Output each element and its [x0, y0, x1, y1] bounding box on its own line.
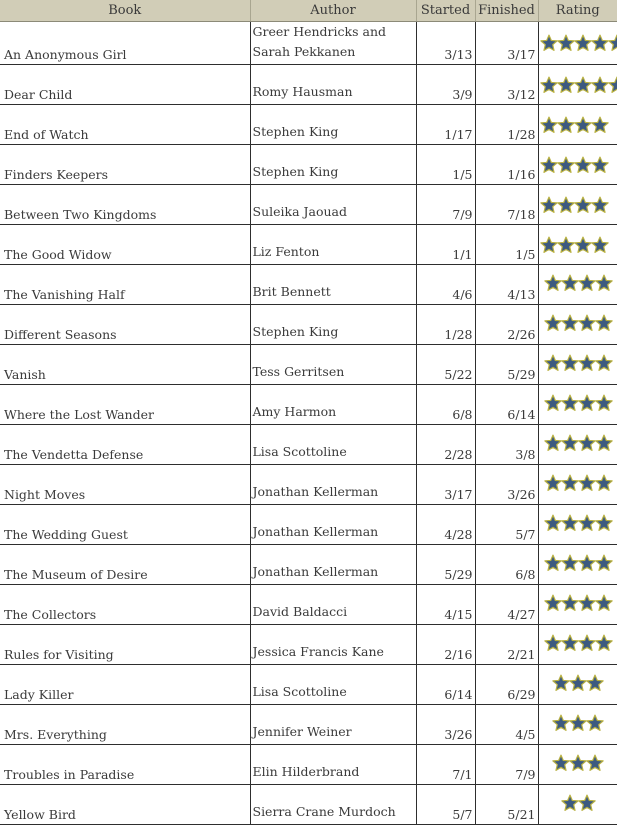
star-icon: [557, 196, 575, 214]
column-header-finished[interactable]: Finished: [475, 0, 538, 22]
star-rating: [544, 354, 612, 372]
star-icon: [552, 714, 570, 732]
star-rating: [544, 434, 612, 452]
table-row: [0, 665, 617, 705]
started-date-cell[interactable]: 6/8: [416, 385, 475, 425]
table-row: [0, 145, 617, 185]
book-title-cell[interactable]: Finders Keepers: [0, 145, 250, 185]
star-icon: [561, 594, 579, 612]
finished-date-cell[interactable]: 1/28: [475, 105, 538, 145]
column-header-author[interactable]: Author: [250, 0, 416, 22]
table-row: [0, 785, 617, 825]
star-icon: [552, 674, 570, 692]
star-icon: [586, 674, 604, 692]
star-icon: [557, 76, 575, 94]
star-icon: [574, 156, 592, 174]
star-icon: [569, 714, 587, 732]
star-icon: [578, 634, 596, 652]
started-date-cell[interactable]: 5/7: [416, 785, 475, 825]
author-cell[interactable]: Amy Harmon: [250, 385, 416, 425]
book-title-cell[interactable]: End of Watch: [0, 105, 250, 145]
star-icon: [586, 754, 604, 772]
star-icon: [578, 354, 596, 372]
rating-cell[interactable]: [538, 225, 617, 265]
star-icon: [578, 794, 596, 812]
rating-cell[interactable]: [538, 705, 617, 745]
star-icon: [574, 196, 592, 214]
table-row: [0, 585, 617, 625]
star-icon: [595, 434, 613, 452]
author-cell[interactable]: Lisa Scottoline: [250, 425, 416, 465]
author-cell[interactable]: Jessica Francis Kane: [250, 625, 416, 665]
author-cell[interactable]: Brit Bennett: [250, 265, 416, 305]
star-icon: [578, 314, 596, 332]
star-icon: [544, 434, 562, 452]
star-icon: [595, 354, 613, 372]
finished-date-cell[interactable]: 3/26: [475, 465, 538, 505]
star-icon: [544, 474, 562, 492]
table-row: [0, 305, 617, 345]
finished-date-cell[interactable]: 6/14: [475, 385, 538, 425]
star-icon: [586, 714, 604, 732]
table-row: [0, 385, 617, 425]
finished-date-cell[interactable]: 6/8: [475, 545, 538, 585]
star-icon: [574, 34, 592, 52]
star-icon: [578, 474, 596, 492]
star-icon: [595, 274, 613, 292]
star-icon: [557, 156, 575, 174]
author-cell[interactable]: Jennifer Weiner: [250, 705, 416, 745]
table-row: [0, 505, 617, 545]
rating-cell[interactable]: [538, 385, 617, 425]
star-icon: [569, 674, 587, 692]
book-title-cell[interactable]: The Museum of Desire: [0, 545, 250, 585]
table-row: [0, 545, 617, 585]
star-icon: [561, 474, 579, 492]
started-date-cell[interactable]: 4/28: [416, 505, 475, 545]
star-icon: [595, 634, 613, 652]
header-row: [0, 0, 617, 22]
star-icon: [544, 634, 562, 652]
started-date-cell[interactable]: 5/22: [416, 345, 475, 385]
rating-cell[interactable]: [538, 425, 617, 465]
started-date-cell[interactable]: 3/13: [416, 22, 475, 65]
star-icon: [544, 314, 562, 332]
started-date-cell[interactable]: 6/14: [416, 665, 475, 705]
author-cell[interactable]: Jonathan Kellerman: [250, 465, 416, 505]
book-title-cell[interactable]: Rules for Visiting: [0, 625, 250, 665]
star-icon: [561, 434, 579, 452]
star-icon: [608, 34, 618, 52]
author-cell[interactable]: Lisa Scottoline: [250, 665, 416, 705]
rating-cell[interactable]: [538, 265, 617, 305]
finished-date-cell[interactable]: 5/29: [475, 345, 538, 385]
started-date-cell[interactable]: 1/28: [416, 305, 475, 345]
star-icon: [595, 474, 613, 492]
star-icon: [557, 116, 575, 134]
table-row: [0, 225, 617, 265]
started-date-cell[interactable]: 1/1: [416, 225, 475, 265]
star-icon: [540, 156, 558, 174]
book-title-cell[interactable]: The Vanishing Half: [0, 265, 250, 305]
book-title-cell[interactable]: Where the Lost Wander: [0, 385, 250, 425]
star-rating: [539, 156, 618, 174]
star-icon: [578, 554, 596, 572]
star-icon: [608, 76, 618, 94]
table-row: [0, 745, 617, 785]
book-title-cell[interactable]: Yellow Bird: [0, 785, 250, 825]
star-icon: [574, 116, 592, 134]
author-cell[interactable]: Stephen King: [250, 305, 416, 345]
author-cell[interactable]: Greer Hendricks and Sarah Pekkanen: [250, 22, 416, 65]
book-title-cell[interactable]: Night Moves: [0, 465, 250, 505]
star-icon: [561, 354, 579, 372]
star-icon: [591, 156, 609, 174]
author-cell[interactable]: Romy Hausman: [250, 65, 416, 105]
star-rating: [539, 116, 618, 134]
star-rating: [552, 674, 603, 692]
author-cell[interactable]: Sierra Crane Murdoch: [250, 785, 416, 825]
started-date-cell[interactable]: 2/16: [416, 625, 475, 665]
finished-date-cell[interactable]: 3/8: [475, 425, 538, 465]
finished-date-cell[interactable]: 2/21: [475, 625, 538, 665]
star-icon: [595, 514, 613, 532]
column-header-rating[interactable]: Rating: [538, 0, 617, 22]
finished-date-cell[interactable]: 4/5: [475, 705, 538, 745]
finished-date-cell[interactable]: 6/29: [475, 665, 538, 705]
rating-cell[interactable]: [538, 185, 617, 225]
started-date-cell[interactable]: 3/17: [416, 465, 475, 505]
star-icon: [591, 236, 609, 254]
star-icon: [591, 34, 609, 52]
star-icon: [561, 394, 579, 412]
table-row: [0, 625, 617, 665]
star-icon: [574, 236, 592, 254]
star-rating: [544, 514, 612, 532]
finished-date-cell[interactable]: 3/17: [475, 22, 538, 65]
rating-cell[interactable]: [538, 145, 617, 185]
started-date-cell[interactable]: 5/29: [416, 545, 475, 585]
star-icon: [544, 274, 562, 292]
rating-cell[interactable]: [538, 545, 617, 585]
author-cell[interactable]: Stephen King: [250, 105, 416, 145]
table-row: [0, 265, 617, 305]
table-row: [0, 185, 617, 225]
book-title-cell[interactable]: The Wedding Guest: [0, 505, 250, 545]
star-rating: [561, 794, 595, 812]
star-icon: [595, 594, 613, 612]
star-rating: [544, 594, 612, 612]
table-body: [0, 22, 617, 825]
star-rating: [544, 634, 612, 652]
star-icon: [578, 514, 596, 532]
star-rating: [544, 474, 612, 492]
star-icon: [557, 34, 575, 52]
star-rating: [544, 394, 612, 412]
star-rating: [552, 754, 603, 772]
star-icon: [595, 554, 613, 572]
star-icon: [591, 76, 609, 94]
star-rating: [544, 314, 612, 332]
table-row: [0, 425, 617, 465]
author-cell[interactable]: Suleika Jaouad: [250, 185, 416, 225]
star-icon: [578, 394, 596, 412]
book-title-cell[interactable]: Troubles in Paradise: [0, 745, 250, 785]
rating-cell[interactable]: [538, 465, 617, 505]
star-icon: [557, 236, 575, 254]
finished-date-cell[interactable]: 3/12: [475, 65, 538, 105]
star-rating: [544, 554, 612, 572]
star-icon: [544, 354, 562, 372]
finished-date-cell[interactable]: 1/16: [475, 145, 538, 185]
star-rating: [539, 34, 618, 52]
author-cell[interactable]: Stephen King: [250, 145, 416, 185]
star-rating: [539, 196, 618, 214]
author-cell[interactable]: Elin Hilderbrand: [250, 745, 416, 785]
started-date-cell[interactable]: 7/1: [416, 745, 475, 785]
table-row: [0, 105, 617, 145]
column-header-book[interactable]: Book: [0, 0, 250, 22]
star-icon: [544, 394, 562, 412]
star-icon: [591, 116, 609, 134]
started-date-cell[interactable]: 3/26: [416, 705, 475, 745]
started-date-cell[interactable]: 2/28: [416, 425, 475, 465]
star-icon: [540, 76, 558, 94]
star-rating: [552, 714, 603, 732]
started-date-cell[interactable]: 3/9: [416, 65, 475, 105]
column-header-started[interactable]: Started: [416, 0, 475, 22]
started-date-cell[interactable]: 4/15: [416, 585, 475, 625]
author-cell[interactable]: Tess Gerritsen: [250, 345, 416, 385]
finished-date-cell[interactable]: 1/5: [475, 225, 538, 265]
book-title-cell[interactable]: Between Two Kingdoms: [0, 185, 250, 225]
star-icon: [578, 434, 596, 452]
book-title-cell[interactable]: Dear Child: [0, 65, 250, 105]
rating-cell[interactable]: [538, 305, 617, 345]
book-title-cell[interactable]: The Vendetta Defense: [0, 425, 250, 465]
started-date-cell[interactable]: 1/17: [416, 105, 475, 145]
rating-cell[interactable]: [538, 505, 617, 545]
book-title-cell[interactable]: Vanish: [0, 345, 250, 385]
rating-cell[interactable]: [538, 65, 617, 105]
star-icon: [544, 514, 562, 532]
star-icon: [544, 554, 562, 572]
star-icon: [561, 314, 579, 332]
author-cell[interactable]: Jonathan Kellerman: [250, 545, 416, 585]
author-cell[interactable]: Liz Fenton: [250, 225, 416, 265]
star-icon: [561, 554, 579, 572]
book-title-cell[interactable]: The Collectors: [0, 585, 250, 625]
star-icon: [561, 634, 579, 652]
star-icon: [561, 514, 579, 532]
finished-date-cell[interactable]: 2/26: [475, 305, 538, 345]
star-icon: [552, 754, 570, 772]
star-icon: [578, 274, 596, 292]
rating-cell[interactable]: [538, 585, 617, 625]
author-cell[interactable]: Jonathan Kellerman: [250, 505, 416, 545]
rating-cell[interactable]: [538, 745, 617, 785]
star-icon: [561, 794, 579, 812]
star-icon: [540, 236, 558, 254]
started-date-cell[interactable]: 7/9: [416, 185, 475, 225]
finished-date-cell[interactable]: 4/27: [475, 585, 538, 625]
star-icon: [591, 196, 609, 214]
table-row: [0, 465, 617, 505]
book-title-cell[interactable]: The Good Widow: [0, 225, 250, 265]
star-icon: [595, 394, 613, 412]
star-icon: [540, 196, 558, 214]
star-icon: [578, 594, 596, 612]
book-title-cell[interactable]: Lady Killer: [0, 665, 250, 705]
table-row: [0, 22, 617, 65]
star-icon: [561, 274, 579, 292]
star-rating: [544, 274, 612, 292]
rating-cell[interactable]: [538, 345, 617, 385]
book-title-cell[interactable]: Mrs. Everything: [0, 705, 250, 745]
started-date-cell[interactable]: 4/6: [416, 265, 475, 305]
finished-date-cell[interactable]: 7/9: [475, 745, 538, 785]
book-title-cell[interactable]: Different Seasons: [0, 305, 250, 345]
rating-cell[interactable]: [538, 785, 617, 825]
rating-cell[interactable]: [538, 22, 617, 65]
star-icon: [574, 76, 592, 94]
star-icon: [540, 116, 558, 134]
table-row: [0, 345, 617, 385]
author-cell[interactable]: David Baldacci: [250, 585, 416, 625]
rating-cell[interactable]: [538, 665, 617, 705]
started-date-cell[interactable]: 1/5: [416, 145, 475, 185]
rating-cell[interactable]: [538, 105, 617, 145]
rating-cell[interactable]: [538, 625, 617, 665]
star-rating: [539, 76, 618, 94]
star-icon: [544, 594, 562, 612]
book-title-cell[interactable]: An Anonymous Girl: [0, 22, 250, 65]
star-rating: [539, 236, 618, 254]
table-row: [0, 65, 617, 105]
finished-date-cell[interactable]: 5/7: [475, 505, 538, 545]
finished-date-cell[interactable]: 4/13: [475, 265, 538, 305]
finished-date-cell[interactable]: 7/18: [475, 185, 538, 225]
finished-date-cell[interactable]: 5/21: [475, 785, 538, 825]
star-icon: [595, 314, 613, 332]
table-row: [0, 705, 617, 745]
star-icon: [569, 754, 587, 772]
star-icon: [540, 34, 558, 52]
